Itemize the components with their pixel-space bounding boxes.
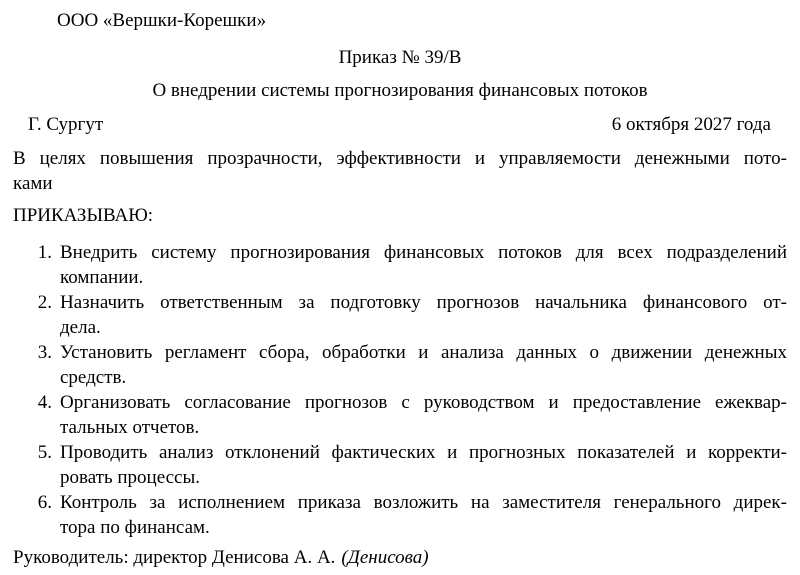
item-line: тора по финансам. bbox=[60, 517, 210, 538]
order-item-1 bbox=[13, 240, 787, 290]
item-line: Внедрить систему прогнозирования финансовых потоков для всех подразделений bbox=[60, 242, 787, 263]
directive-heading: ПРИКАЗЫВАЮ: bbox=[13, 205, 154, 226]
order-item-5 bbox=[13, 440, 787, 490]
item-line: Назначить ответственным за подготовку прогнозов начальника финансового от- bbox=[60, 292, 787, 313]
date-label: 6 октября 2027 года bbox=[611, 114, 771, 135]
order-subject: О внедрении системы прогнозирования финансовых потоков bbox=[152, 80, 648, 101]
signature-name: (Денисова) bbox=[341, 547, 429, 568]
item-line: Установить регламент сбора, обработки и анализа данных о движении денежных bbox=[60, 342, 787, 363]
order-item-4 bbox=[13, 390, 787, 440]
item-line: Проводить анализ отклонений фактических и прогнозных показателей и корректи- bbox=[60, 442, 787, 463]
intro-line: ками bbox=[13, 173, 53, 194]
city-date-row bbox=[13, 112, 787, 137]
item-line: тальных отчетов. bbox=[60, 417, 200, 438]
signature-line bbox=[13, 545, 787, 570]
item-line: компании. bbox=[60, 267, 144, 288]
intro-line: В целях повышения прозрачности, эффективности и управляемости денежными пото- bbox=[13, 148, 787, 169]
item-line: дела. bbox=[60, 317, 101, 338]
item-line: средств. bbox=[60, 367, 127, 388]
item-number: 3. bbox=[37, 342, 52, 363]
order-items-list bbox=[13, 240, 787, 540]
item-number: 5. bbox=[37, 442, 52, 463]
item-line: Организовать согласование прогнозов с руководством и предоставление ежеквар- bbox=[60, 392, 787, 413]
intro-paragraph bbox=[13, 146, 787, 196]
order-title: Приказ № 39/В bbox=[338, 47, 462, 68]
order-item-2 bbox=[13, 290, 787, 340]
item-number: 6. bbox=[37, 492, 52, 513]
order-item-6 bbox=[13, 490, 787, 540]
city-label: Г. Сургут bbox=[28, 114, 104, 135]
signature-label: Руководитель: директор Денисова А. А. bbox=[13, 547, 336, 568]
item-number: 2. bbox=[37, 292, 52, 313]
item-number: 1. bbox=[37, 242, 52, 263]
item-line: ровать процессы. bbox=[60, 467, 201, 488]
item-number: 4. bbox=[37, 392, 52, 413]
company-name: ООО «Вершки-Корешки» bbox=[57, 10, 267, 31]
item-line: Контроль за исполнением приказа возложить на заместителя генерального дирек- bbox=[60, 492, 787, 513]
order-item-3 bbox=[13, 340, 787, 390]
